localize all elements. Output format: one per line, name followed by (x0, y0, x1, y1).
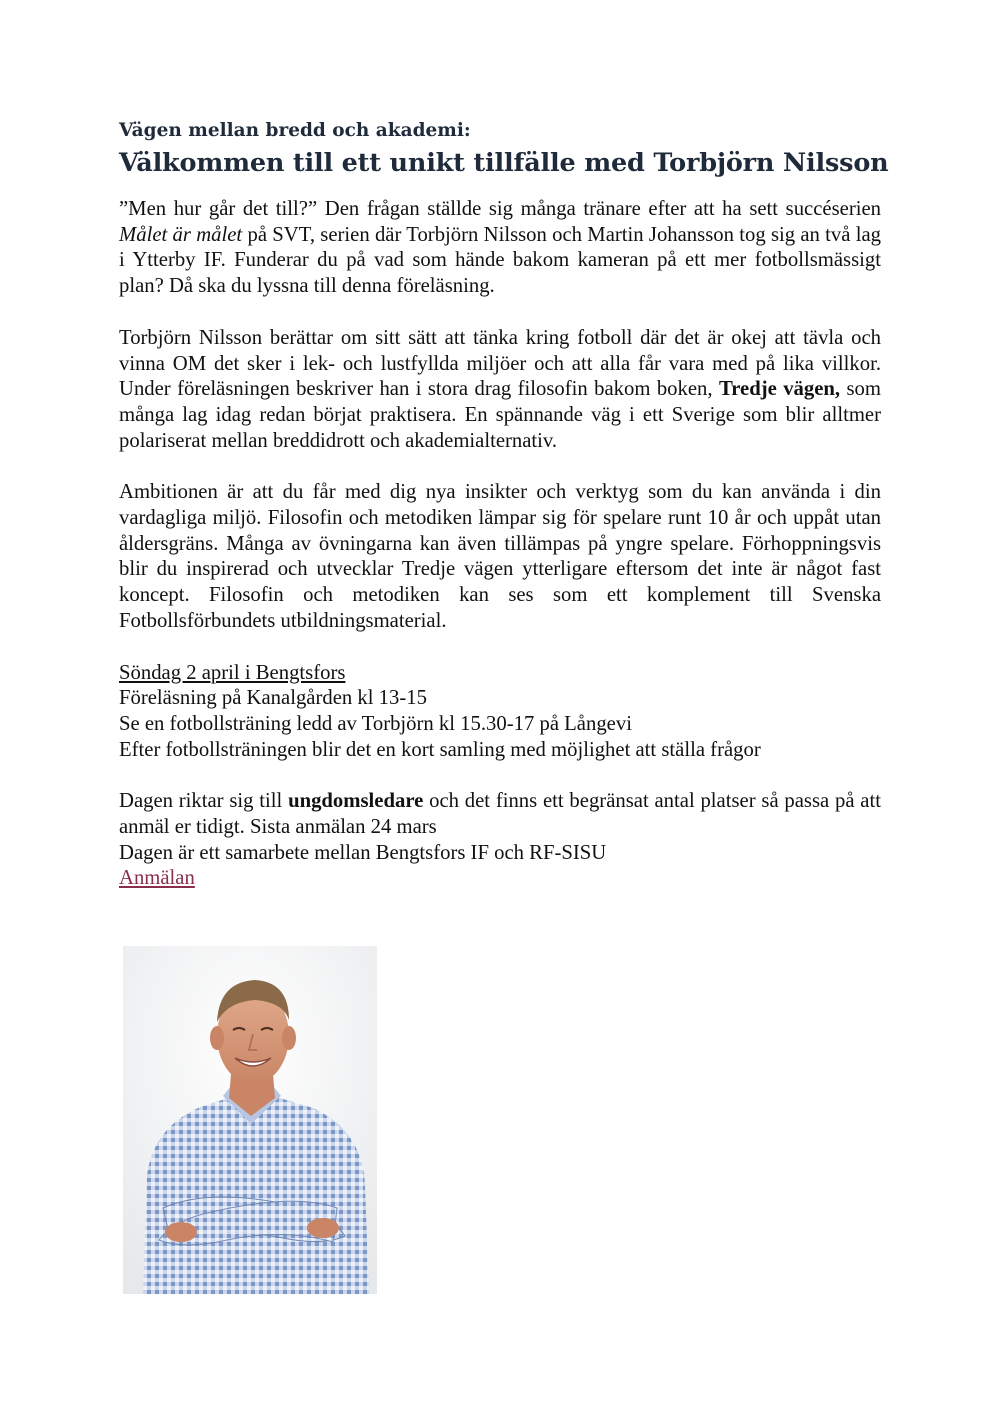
document-page (119, 118, 889, 892)
intro-paragraph (119, 197, 881, 300)
ambition-paragraph: Ambitionen är att du får med dig nya insikter och verktyg som du kan använda i din vardagliga miljö. Filosofin och metodiken lämpar sig för spelare runt 10 år och uppåt utan åldersgräns. Många av övningarna kan även tillämpas på yngre spelare. Förhoppningsvis blir du inspirerad och utvecklar Tredje vägen ytterligare eftersom det inte är något fast koncept. Filosofin och metodiken kan ses som ett komplement till Svenska Fotbollsförbundets utbildningsmaterial. (119, 481, 881, 632)
intro-text-1: ”Men hur går det till?” Den frågan ställde sig många tränare efter att ha sett succéserien (119, 198, 881, 220)
philosophy-text-1: Torbjörn Nilsson berättar om sitt sätt att tänka kring fotboll där det är okej att tävla och vinna OM det sker i lek- och lustfyllda miljöer och att alla får vara med på lika villkor. Under föreläsningen beskriver han i stora drag filosofin bakom boken, (119, 326, 881, 401)
target-text-2: och det finns ett begränsat antal platser så passa på att anmäl er tidigt. Sista anmälan 24 mars (119, 790, 881, 839)
target-paragraph (119, 789, 881, 840)
signup-link[interactable]: Anmälan (119, 867, 195, 890)
target-section (119, 789, 881, 892)
target-text-1: Dagen riktar sig till (119, 790, 289, 813)
portrait-photo (123, 946, 377, 1294)
philosophy-paragraph (119, 326, 881, 455)
target-audience: ungdomsledare (288, 790, 424, 813)
page-kicker: Vägen mellan bredd och akademi: (119, 120, 471, 141)
partnership-line: Dagen är ett samarbete mellan Bengtsfors IF och RF-SISU (119, 841, 607, 864)
show-title: Målet är målet (119, 223, 243, 246)
event-training: Se en fotbollsträning ledd av Torbjörn kl 15.30-17 på Långevi (119, 712, 632, 735)
intro-text-2: på SVT, serien där Torbjörn Nilsson och Martin Johansson tog sig an två lag i Ytterby IF. Funderar du på vad som hände bakom kameran på ett mer fotbollsmässigt plan? Då ska du lyssna till denna föreläsning. (119, 223, 881, 298)
book-title: Tredje vägen, (718, 378, 841, 401)
page-title: Välkommen till ett unikt tillfälle med Torbjörn Nilsson (119, 148, 889, 178)
event-date: Söndag 2 april i Bengtsfors (119, 661, 346, 684)
event-lecture: Föreläsning på Kanalgården kl 13-15 (119, 687, 427, 710)
event-qa: Efter fotbollsträningen blir det en kort samling med möjlighet att ställa frågor (119, 738, 761, 761)
philosophy-text-2: som många lag idag redan börjat praktisera. En spännande väg i ett Sverige som blir alltmer polariserat mellan breddidrott och akademialternativ. (119, 378, 881, 452)
event-details (119, 661, 881, 764)
